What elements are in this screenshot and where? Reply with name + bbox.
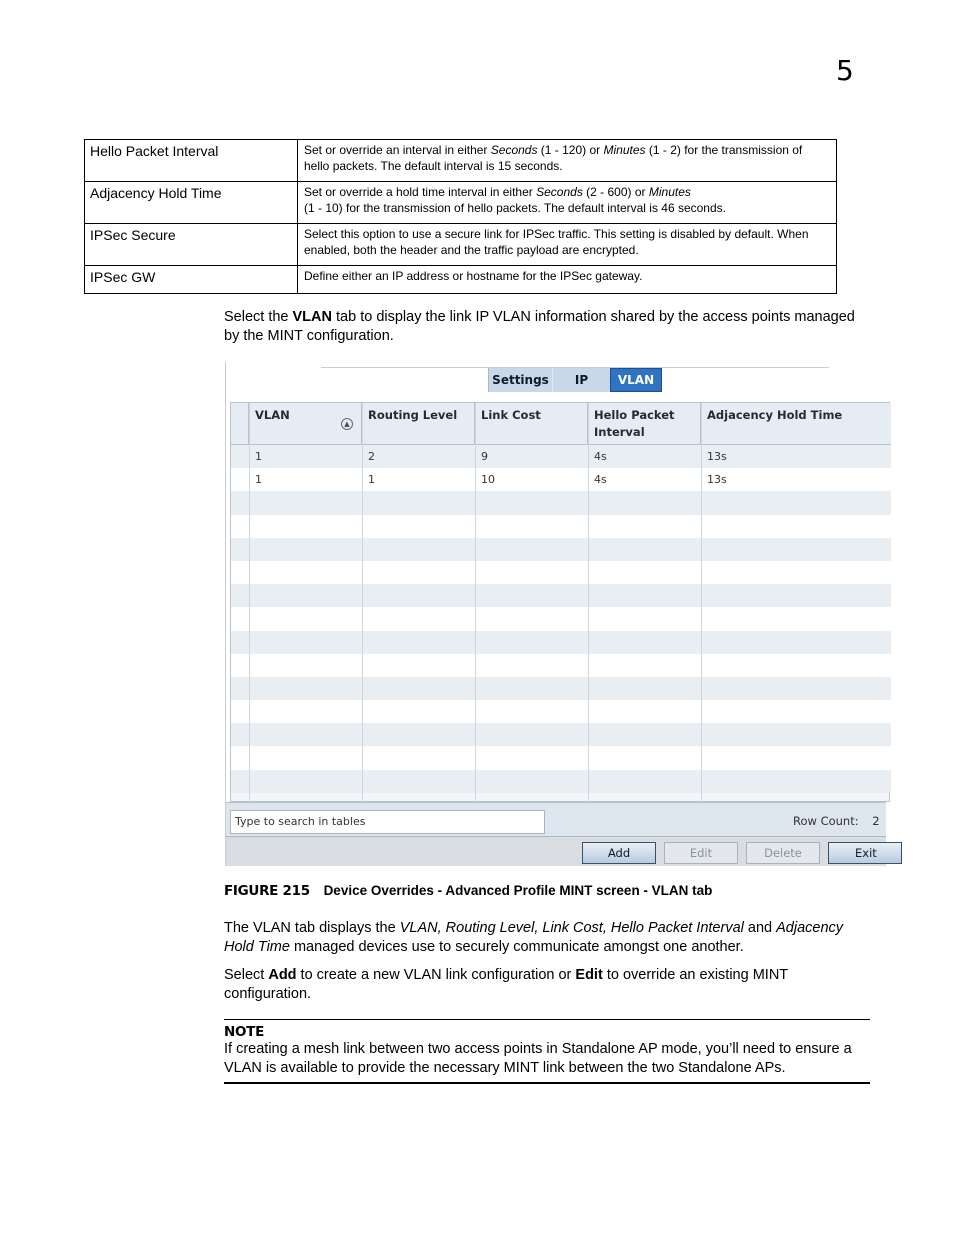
table-row [85, 266, 837, 294]
empty-row [231, 770, 891, 793]
param-name: IPSec Secure [85, 224, 298, 266]
column-header-adjacency-hold-time[interactable]: Adjacency Hold Time [707, 408, 843, 422]
chapter-number: 5 [836, 54, 854, 87]
note-box [224, 1019, 870, 1084]
param-description: Define either an IP address or hostname for the IPSec gateway. [298, 266, 837, 294]
row-count-label: Row Count: [793, 814, 859, 828]
tab-vlan[interactable]: VLAN [610, 368, 662, 392]
table-row [85, 140, 837, 182]
edit-button[interactable]: Edit [664, 842, 738, 864]
note-body: If creating a mesh link between two access points in Standalone AP mode, you’ll need to ensure a VLAN is available to provide the necessary MINT link between the two Standalone APs. [224, 1041, 852, 1076]
exit-button[interactable]: Exit [828, 842, 902, 864]
empty-row [231, 491, 891, 514]
empty-row [231, 654, 891, 677]
vlan-screenshot [225, 362, 880, 866]
figure-caption [224, 883, 712, 899]
tab-ip[interactable]: IP [552, 368, 610, 392]
param-name: IPSec GW [85, 266, 298, 294]
table-row[interactable] [231, 468, 891, 491]
cell-routing-level: 2 [368, 450, 375, 463]
param-description: Select this option to use a secure link for IPSec traffic. This setting is disabled by default. When enabled, both the header and the traffic payload are encrypted. [298, 224, 837, 266]
tab-settings[interactable]: Settings [488, 368, 552, 392]
column-header-link-cost[interactable]: Link Cost [475, 403, 588, 445]
column-header-vlan[interactable] [249, 403, 362, 445]
column-divider [701, 403, 702, 803]
add-button[interactable]: Add [582, 842, 656, 864]
param-name: Hello Packet Interval [85, 140, 298, 182]
tab-bar [488, 368, 662, 392]
column-divider [588, 403, 589, 803]
figure-title: Device Overrides - Advanced Profile MINT screen - VLAN tab [323, 883, 713, 898]
search-input[interactable]: Type to search in tables [230, 810, 545, 834]
parameter-table [84, 139, 837, 294]
empty-row [231, 723, 891, 746]
empty-row [231, 515, 891, 538]
cell-hello-interval: 4s [594, 473, 607, 487]
table-row [85, 224, 837, 266]
note-title: NOTE [224, 1024, 265, 1040]
cell-adjacency-hold: 13s [707, 450, 727, 463]
empty-row [231, 584, 891, 607]
cell-link-cost: 10 [481, 473, 495, 487]
row-selector-header [231, 403, 249, 445]
empty-row [231, 631, 891, 654]
column-divider [362, 403, 363, 803]
column-header-label: VLAN [255, 408, 290, 422]
row-count-value: 2 [872, 814, 880, 828]
instruction-paragraph: Select Add to create a new VLAN link configuration or Edit to override an existing MINT configuration. [224, 967, 788, 1002]
column-divider [249, 403, 250, 803]
cell-link-cost: 9 [481, 450, 488, 463]
sort-ascending-icon[interactable]: ▲ [341, 418, 353, 430]
param-name: Adjacency Hold Time [85, 182, 298, 224]
cell-vlan: 1 [255, 450, 262, 463]
table-header [231, 403, 891, 445]
table-footer [226, 802, 886, 836]
table-body [231, 445, 891, 793]
empty-row [231, 677, 891, 700]
cell-vlan: 1 [255, 473, 262, 487]
empty-row [231, 538, 891, 561]
button-bar [226, 836, 886, 866]
delete-button[interactable]: Delete [746, 842, 820, 864]
cell-adjacency-hold: 13s [707, 473, 727, 487]
param-description: Set or override a hold time interval in either Seconds (2 - 600) or Minutes (1 - 10) for the transmission of hello packets. The default interval is 46 seconds. [298, 182, 837, 224]
figure-label: FIGURE 215 [224, 883, 310, 899]
empty-row [231, 607, 891, 630]
description-paragraph: The VLAN tab displays the VLAN, Routing Level, Link Cost, Hello Packet Interval and Adjacency Hold Time managed devices use to securely communicate amongst one another. [224, 920, 844, 955]
cell-hello-interval: 4s [594, 450, 607, 463]
empty-row [231, 746, 891, 769]
empty-row [231, 700, 891, 723]
intro-paragraph: Select the VLAN tab to display the link IP VLAN information shared by the access points managed by the MINT configuration. [224, 309, 855, 344]
column-header-routing-level[interactable]: Routing Level [362, 403, 475, 445]
column-divider [475, 403, 476, 803]
vlan-table [230, 402, 890, 802]
row-count [793, 814, 880, 828]
cell-routing-level: 1 [368, 473, 375, 487]
empty-row [231, 561, 891, 584]
column-header-hello-packet-interval[interactable]: Hello Packet Interval [588, 403, 701, 445]
table-row[interactable] [231, 445, 891, 468]
param-description: Set or override an interval in either Seconds (1 - 120) or Minutes (1 - 2) for the transmission of hello packets. The default interval is 15 seconds. [298, 140, 837, 182]
table-row [85, 182, 837, 224]
